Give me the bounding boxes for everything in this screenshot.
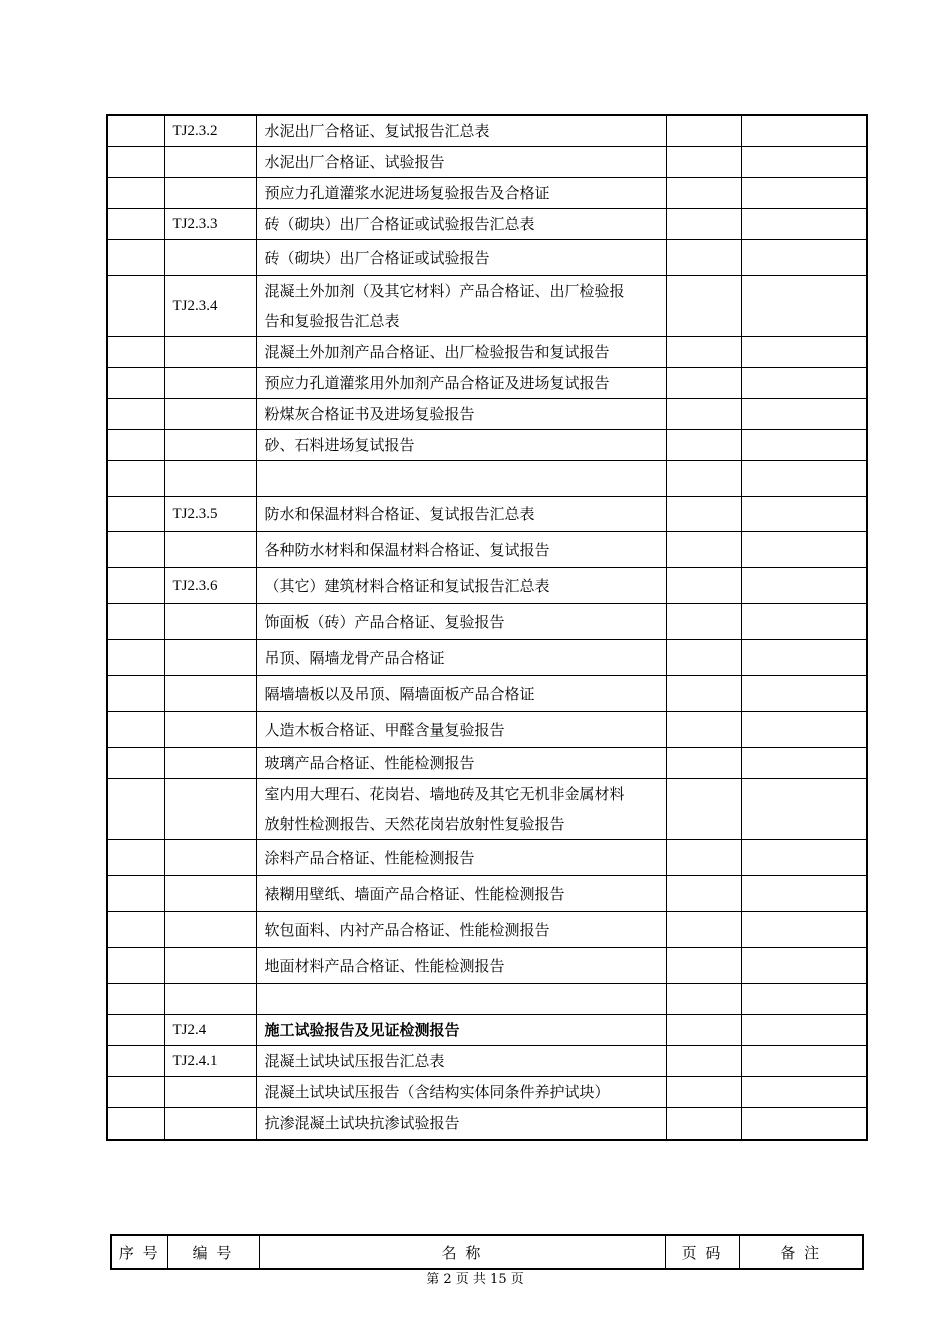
note-cell [741,1077,867,1108]
code-cell [164,147,256,178]
code-cell [164,779,256,840]
code-cell: TJ2.3.3 [164,209,256,240]
note-cell [741,1108,867,1140]
table-row [107,147,867,178]
note-cell [741,240,867,276]
name-cell [256,984,666,1015]
seq-cell [107,1015,164,1046]
table-row [107,240,867,276]
code-cell [164,876,256,912]
table-row [107,337,867,368]
table-row [107,276,867,337]
table-row [107,640,867,676]
note-cell [741,568,867,604]
seq-cell [107,568,164,604]
seq-cell [107,1108,164,1140]
name-cell: 涂料产品合格证、性能检测报告 [256,840,666,876]
seq-cell [107,497,164,532]
code-cell: TJ2.3.2 [164,115,256,147]
code-cell: TJ2.3.6 [164,568,256,604]
table-row [107,676,867,712]
name-cell: （其它）建筑材料合格证和复试报告汇总表 [256,568,666,604]
name-cell: 预应力孔道灌浆用外加剂产品合格证及进场复试报告 [256,368,666,399]
name-cell [256,461,666,497]
note-cell [741,676,867,712]
page-cell [666,461,741,497]
header-seq: 序 号 [111,1235,167,1269]
table-row [107,1108,867,1140]
page-cell [666,1046,741,1077]
page-cell [666,1077,741,1108]
page-cell [666,337,741,368]
name-line: 放射性检测报告、天然花岗岩放射性复验报告 [264,815,565,833]
note-cell [741,712,867,748]
table-row [107,368,867,399]
page-cell [666,532,741,568]
page-cell [666,1108,741,1140]
name-cell: 软包面料、内衬产品合格证、性能检测报告 [256,912,666,948]
seq-cell [107,1046,164,1077]
name-line: 室内用大理石、花岗岩、墙地砖及其它无机非金属材料 [264,785,625,803]
name-cell: 施工试验报告及见证检测报告 [256,1015,666,1046]
seq-cell [107,948,164,984]
code-cell [164,748,256,779]
name-cell: 地面材料产品合格证、性能检测报告 [256,948,666,984]
note-cell [741,368,867,399]
code-cell [164,604,256,640]
note-cell [741,276,867,337]
seq-cell [107,912,164,948]
name-cell: 砖（砌块）出厂合格证或试验报告 [256,240,666,276]
name-cell: 预应力孔道灌浆水泥进场复验报告及合格证 [256,178,666,209]
note-cell [741,147,867,178]
seq-cell [107,676,164,712]
name-cell: 粉煤灰合格证书及进场复验报告 [256,399,666,430]
table-row [107,840,867,876]
seq-cell [107,876,164,912]
seq-cell [107,640,164,676]
seq-cell [107,276,164,337]
table-row [107,497,867,532]
seq-cell [107,209,164,240]
page-cell [666,178,741,209]
table-row [107,568,867,604]
page-cell [666,147,741,178]
name-cell: 吊顶、隔墙龙骨产品合格证 [256,640,666,676]
page-cell [666,604,741,640]
note-cell [741,337,867,368]
page-cell [666,399,741,430]
code-cell [164,532,256,568]
seq-cell [107,984,164,1015]
page-cell [666,568,741,604]
name-cell: 防水和保温材料合格证、复试报告汇总表 [256,497,666,532]
seq-cell [107,115,164,147]
page-cell [666,276,741,337]
note-cell [741,876,867,912]
code-cell [164,712,256,748]
seq-cell [107,430,164,461]
table-row [107,209,867,240]
name-cell: 玻璃产品合格证、性能检测报告 [256,748,666,779]
note-cell [741,640,867,676]
document-index-table [106,114,868,1141]
code-cell: TJ2.3.5 [164,497,256,532]
page-cell [666,209,741,240]
note-cell [741,399,867,430]
name-cell: 人造木板合格证、甲醛含量复验报告 [256,712,666,748]
page-cell [666,840,741,876]
table-row [107,115,867,147]
name-line: 告和复验报告汇总表 [264,312,400,330]
name-cell: 混凝土试块试压报告（含结构实体同条件养护试块） [256,1077,666,1108]
header-name: 名 称 [259,1235,665,1269]
code-cell [164,368,256,399]
note-cell [741,604,867,640]
code-cell [164,240,256,276]
note-cell [741,430,867,461]
code-cell [164,984,256,1015]
page-cell [666,748,741,779]
seq-cell [107,178,164,209]
seq-cell [107,368,164,399]
code-cell [164,1077,256,1108]
code-cell [164,948,256,984]
seq-cell [107,240,164,276]
code-cell: TJ2.4 [164,1015,256,1046]
header-code: 编 号 [167,1235,259,1269]
page-cell [666,1015,741,1046]
code-cell [164,676,256,712]
table-row [107,1015,867,1046]
footer-header-row [111,1235,863,1269]
note-cell [741,840,867,876]
name-cell [256,779,666,840]
name-cell: 各种防水材料和保温材料合格证、复试报告 [256,532,666,568]
table-row [107,876,867,912]
seq-cell [107,748,164,779]
seq-cell [107,840,164,876]
code-cell [164,1108,256,1140]
seq-cell [107,712,164,748]
name-cell: 砖（砌块）出厂合格证或试验报告汇总表 [256,209,666,240]
note-cell [741,748,867,779]
code-cell [164,399,256,430]
note-cell [741,115,867,147]
table-row [107,712,867,748]
page-cell [666,912,741,948]
code-cell [164,912,256,948]
seq-cell [107,337,164,368]
page-cell [666,779,741,840]
code-cell [164,840,256,876]
page-cell [666,984,741,1015]
footer-header-table [110,1234,864,1270]
note-cell [741,912,867,948]
page-cell [666,712,741,748]
note-cell [741,1046,867,1077]
table-row [107,779,867,840]
table-row [107,430,867,461]
seq-cell [107,779,164,840]
name-line: 混凝土外加剂（及其它材料）产品合格证、出厂检验报 [264,282,625,300]
note-cell [741,1015,867,1046]
page-number: 第 2 页 共 15 页 [426,1272,524,1287]
note-cell [741,178,867,209]
seq-cell [107,147,164,178]
page-cell [666,368,741,399]
table-row [107,948,867,984]
note-cell [741,779,867,840]
name-cell: 抗渗混凝土试块抗渗试验报告 [256,1108,666,1140]
name-cell: 水泥出厂合格证、试验报告 [256,147,666,178]
name-cell: 裱糊用壁纸、墙面产品合格证、性能检测报告 [256,876,666,912]
seq-cell [107,532,164,568]
table-row [107,912,867,948]
seq-cell [107,399,164,430]
page-cell [666,240,741,276]
page-cell [666,430,741,461]
table-row [107,399,867,430]
name-cell [256,276,666,337]
note-cell [741,209,867,240]
table-row [107,748,867,779]
page-cell [666,948,741,984]
table-row [107,604,867,640]
name-cell: 砂、石料进场复试报告 [256,430,666,461]
code-cell [164,430,256,461]
code-cell [164,461,256,497]
seq-cell [107,604,164,640]
name-cell: 混凝土试块试压报告汇总表 [256,1046,666,1077]
table-row [107,178,867,209]
page-cell [666,876,741,912]
seq-cell [107,461,164,497]
code-cell [164,640,256,676]
table-row [107,984,867,1015]
note-cell [741,497,867,532]
note-cell [741,461,867,497]
note-cell [741,532,867,568]
page-cell [666,640,741,676]
header-page: 页 码 [665,1235,739,1269]
name-cell: 水泥出厂合格证、复试报告汇总表 [256,115,666,147]
header-note: 备 注 [739,1235,863,1269]
name-cell: 隔墙墙板以及吊顶、隔墙面板产品合格证 [256,676,666,712]
name-cell: 混凝土外加剂产品合格证、出厂检验报告和复试报告 [256,337,666,368]
page-cell [666,497,741,532]
code-cell: TJ2.3.4 [164,276,256,337]
page-cell [666,676,741,712]
code-cell [164,178,256,209]
code-cell: TJ2.4.1 [164,1046,256,1077]
table-row [107,1046,867,1077]
page-cell [666,115,741,147]
table-row [107,1077,867,1108]
note-cell [741,984,867,1015]
seq-cell [107,1077,164,1108]
note-cell [741,948,867,984]
name-cell: 饰面板（砖）产品合格证、复验报告 [256,604,666,640]
table-row [107,532,867,568]
table-row [107,461,867,497]
code-cell [164,337,256,368]
